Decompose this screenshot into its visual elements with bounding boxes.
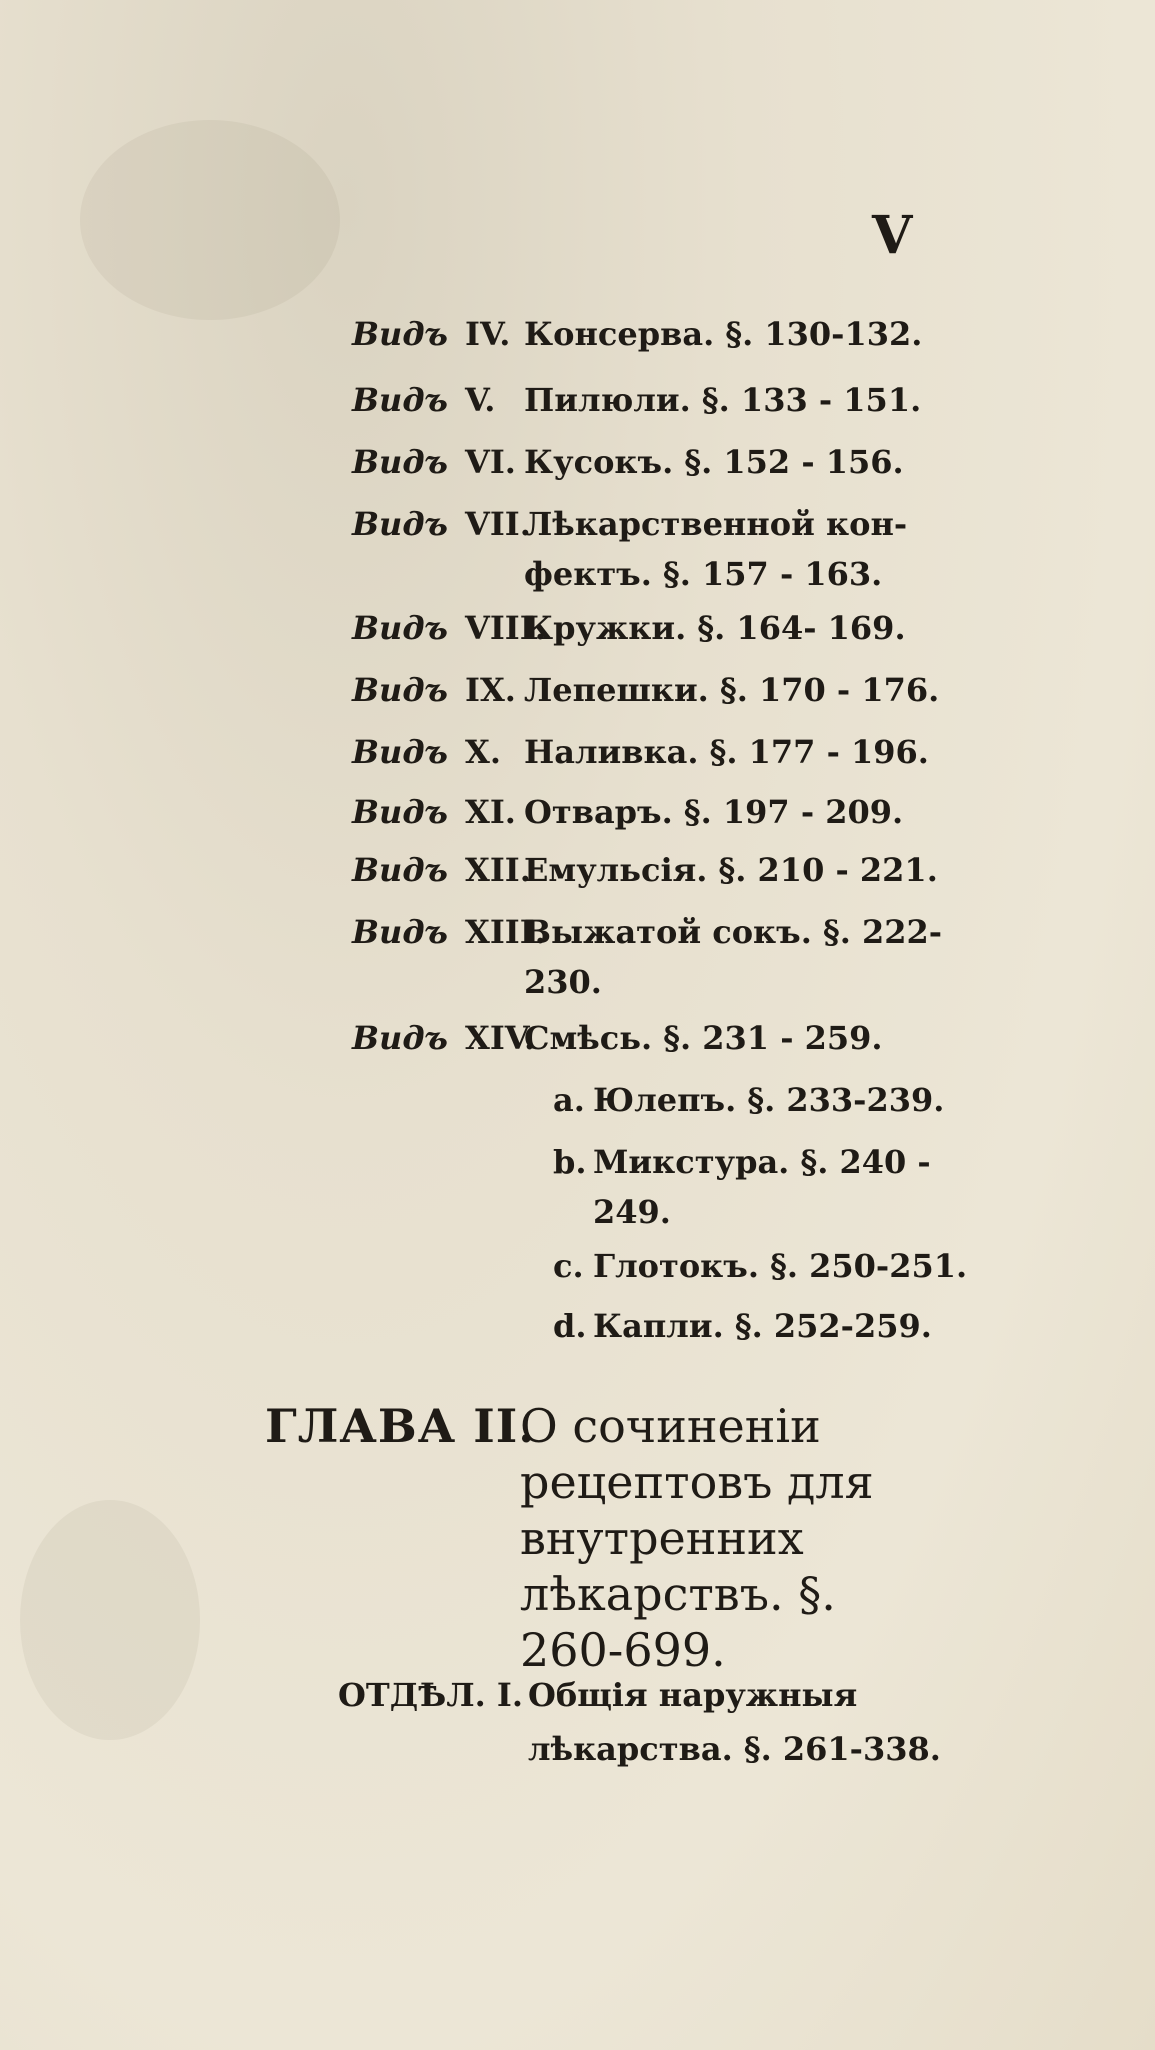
entry-number: X.	[465, 733, 501, 771]
entry-number: VII.	[465, 505, 531, 543]
entry-number: XIII.	[465, 913, 546, 951]
entry-kind: Видъ	[352, 913, 448, 951]
entry-text: Лѣкарственной кон-	[524, 505, 908, 543]
entry-number: IV.	[465, 315, 511, 353]
subentry-text: Юлепъ. §. 233-239.	[593, 1081, 945, 1119]
entry-text: Емульсія. §. 210 - 221.	[524, 851, 938, 889]
subentry-text-continued: 249.	[593, 1193, 671, 1231]
entry-text: Кусокъ. §. 152 - 156.	[524, 443, 904, 481]
entry-text: Смѣсь. §. 231 - 259.	[524, 1019, 883, 1057]
entry-text: Наливка. §. 177 - 196.	[524, 733, 929, 771]
subentry-text: Капли. §. 252-259.	[593, 1307, 932, 1345]
subentry-text: Глотокъ. §. 250-251.	[593, 1247, 968, 1285]
entry-number: VIII.	[465, 609, 546, 647]
entry-kind: Видъ	[352, 609, 448, 647]
entry-text-continued: 230.	[524, 963, 602, 1001]
section-title: Общія наружныя лѣкарства. §. 261-338.	[528, 1676, 941, 1768]
section-label: ОТДѢЛ. I.	[338, 1676, 523, 1714]
entry-kind: Видъ	[352, 793, 448, 831]
entry-kind: Видъ	[352, 505, 448, 543]
subentry-letter: a.	[553, 1081, 585, 1119]
entry-text: Выжатой сокъ. §. 222-	[524, 913, 943, 951]
entry-number: XI.	[465, 793, 516, 831]
entry-number: XIV.	[465, 1019, 536, 1057]
entry-text: Пилюли. §. 133 - 151.	[524, 381, 922, 419]
entry-kind: Видъ	[352, 1019, 448, 1057]
subentry-text: Микстура. §. 240 -	[593, 1143, 931, 1181]
chapter-title: О сочиненіи рецептовъ для внутренних лѣкарствъ. §. 260-699.	[520, 1399, 874, 1677]
entry-kind: Видъ	[352, 443, 448, 481]
chapter-label: ГЛАВА II.	[265, 1399, 536, 1453]
entry-text-continued: фектъ. §. 157 - 163.	[524, 555, 883, 593]
entry-number: XII.	[465, 851, 531, 889]
entry-text: Кружки. §. 164- 169.	[524, 609, 906, 647]
entry-kind: Видъ	[352, 315, 448, 353]
subentry-letter: c.	[553, 1247, 584, 1285]
entry-kind: Видъ	[352, 381, 448, 419]
entry-number: IX.	[465, 671, 516, 709]
entry-kind: Видъ	[352, 851, 448, 889]
entry-text: Консерва. §. 130-132.	[524, 315, 923, 353]
page-number: V	[872, 205, 913, 266]
subentry-letter: d.	[553, 1307, 587, 1345]
entry-number: VI.	[465, 443, 516, 481]
entry-kind: Видъ	[352, 671, 448, 709]
entry-number: V.	[465, 381, 496, 419]
subentry-letter: b.	[553, 1143, 587, 1181]
entry-text: Лепешки. §. 170 - 176.	[524, 671, 940, 709]
entry-kind: Видъ	[352, 733, 448, 771]
entry-text: Отваръ. §. 197 - 209.	[524, 793, 904, 831]
